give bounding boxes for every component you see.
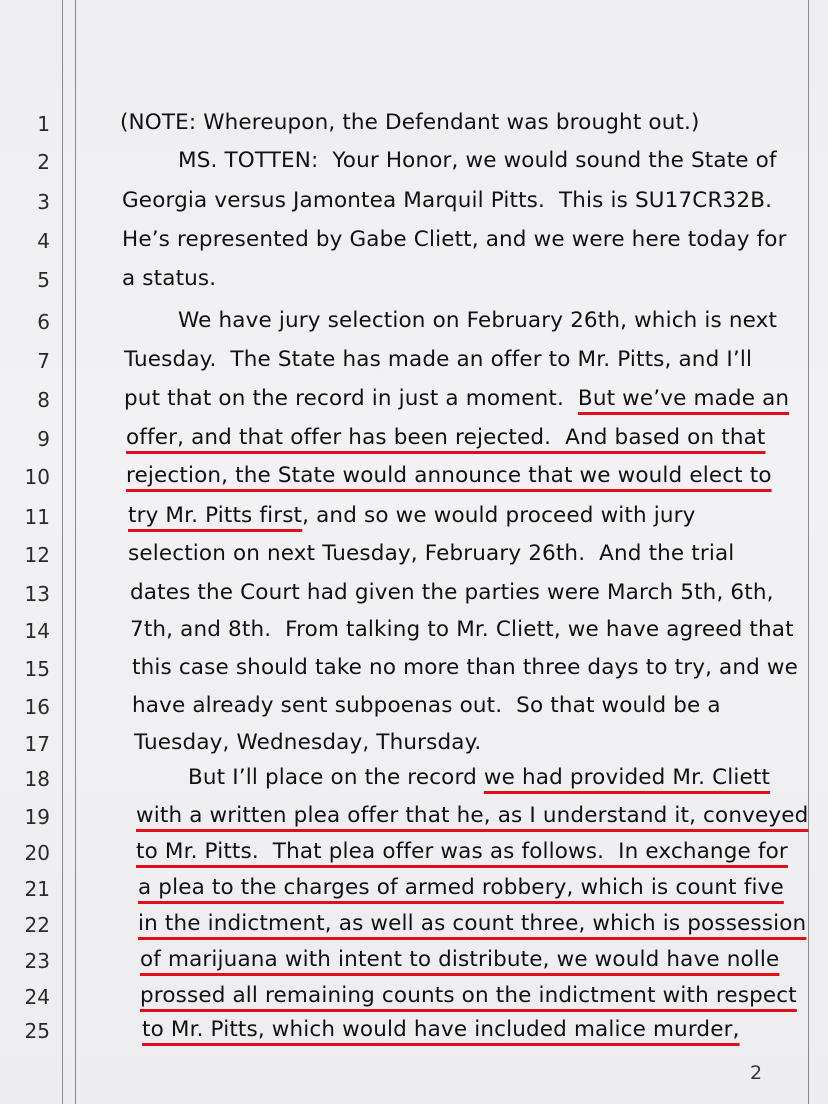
line-number: 3 [37,190,50,214]
line-text [124,347,752,372]
line-number: 14 [24,619,50,643]
line-number: 25 [24,1019,50,1043]
line-number: 11 [24,505,50,529]
line-text-plain: We have jury selection on February 26th, which is next [178,308,778,333]
line-text-plain-after: , and so we would proceed with jury [302,503,696,528]
line-number: 20 [24,841,50,865]
line-number: 15 [24,657,50,681]
line-text [132,655,798,680]
line-text [122,188,772,213]
line-text-plain: put that on the record in just a moment. [124,386,578,411]
line-text-plain: this case should take no more than three days to try, and we [132,655,799,680]
transcript-line [0,384,828,422]
transcript-line [0,981,828,1019]
line-text-underlined: we had provided Mr. Cliett [483,765,771,790]
transcript-line [0,653,828,691]
transcript-line [0,728,828,766]
line-number: 19 [24,805,50,829]
line-text-underlined: prossed all remaining counts on the indictment with respect [140,983,797,1008]
line-text [130,617,794,642]
line-text-underlined: But we’ve made an [577,386,790,411]
line-text-plain: He’s represented by Gabe Cliett, and we were here today for [122,227,787,252]
line-number: 5 [37,268,50,292]
line-text [136,839,788,864]
line-text [126,463,772,488]
transcript-line [0,691,828,729]
line-text-plain: MS. TOTTEN: Your Honor, we would sound the State of [178,148,777,173]
transcript-line [0,539,828,577]
line-text-plain: dates the Court had given the parties were March 5th, 6th, [130,580,774,605]
transcript-line [0,461,828,499]
transcript-line [0,423,828,461]
line-text-plain: a status. [122,266,217,291]
line-number: 22 [24,913,50,937]
line-number: 13 [24,582,50,606]
transcript-line [0,306,828,344]
line-text [140,947,779,972]
line-text [140,983,797,1008]
line-number: 4 [37,229,50,253]
line-text-plain: selection on next Tuesday, February 26th. And the trial [128,541,735,566]
line-text [178,308,777,333]
line-text-underlined: rejection, the State would announce that we would elect to [126,463,772,488]
line-text-plain: Georgia versus Jamontea Marquil Pitts. This is SU17CR32B. [122,188,773,213]
line-number: 2 [37,150,50,174]
line-number: 12 [24,543,50,567]
transcript-line [0,1015,828,1053]
line-text-plain: Tuesday, Wednesday, Thursday. [134,730,482,755]
line-text [128,541,734,566]
line-text-underlined: to Mr. Pitts. That plea offer was as follows. In exchange for [136,839,788,864]
line-text [134,730,481,755]
line-text-underlined: a plea to the charges of armed robbery, which is count five [138,875,784,900]
transcript-line [0,873,828,911]
line-text-plain: But I’ll place on the record [188,765,484,790]
transcript-line [0,837,828,875]
line-text-underlined: in the indictment, as well as count three, which is possession [138,911,807,936]
transcript-line [0,264,828,302]
line-text-plain: 7th, and 8th. From talking to Mr. Cliett, we have agreed that [130,617,794,642]
page-number: 2 [750,1062,763,1084]
line-text [120,110,700,135]
line-text [130,580,774,605]
line-text [178,148,777,173]
line-number: 24 [24,985,50,1009]
transcript-line [0,615,828,653]
line-number: 17 [24,732,50,756]
line-number: 18 [24,767,50,791]
line-text [128,503,696,528]
line-text [136,803,808,828]
transcript-line [0,108,828,146]
transcript-line [0,345,828,383]
line-number: 9 [37,427,50,451]
transcript-line [0,146,828,184]
line-number: 10 [24,465,50,489]
line-text [126,425,766,450]
line-number: 23 [24,949,50,973]
transcript-line [0,501,828,539]
line-text [138,911,806,936]
line-number: 16 [24,695,50,719]
line-number: 8 [37,388,50,412]
line-text [132,693,721,718]
line-text-underlined: offer, and that offer has been rejected. And based on that [126,425,766,450]
line-text-plain: have already sent subpoenas out. So that would be a [132,693,721,718]
line-number: 7 [37,349,50,373]
line-text-underlined: of marijuana with intent to distribute, we would have nolle [140,947,780,972]
line-text-underlined: to Mr. Pitts, which would have included malice murder, [142,1017,740,1042]
transcript-line [0,945,828,983]
line-number: 1 [37,112,50,136]
line-text [138,875,784,900]
transcript-line [0,578,828,616]
transcript-line [0,186,828,224]
line-number: 21 [24,877,50,901]
transcript-line [0,801,828,839]
line-text [124,386,789,411]
line-text [122,266,216,291]
line-text [122,227,787,252]
line-text [142,1017,740,1042]
line-text-underlined: with a written plea offer that he, as I understand it, conveyed [136,803,809,828]
line-text-plain: Tuesday. The State has made an offer to Mr. Pitts, and I’ll [124,347,753,372]
transcript-line [0,909,828,947]
transcript-line [0,763,828,801]
line-text-underlined: try Mr. Pitts first [128,503,303,528]
line-number: 6 [37,310,50,334]
line-text-plain: (NOTE: Whereupon, the Defendant was brought out.) [120,110,700,135]
line-text [188,765,770,790]
transcript-line [0,225,828,263]
